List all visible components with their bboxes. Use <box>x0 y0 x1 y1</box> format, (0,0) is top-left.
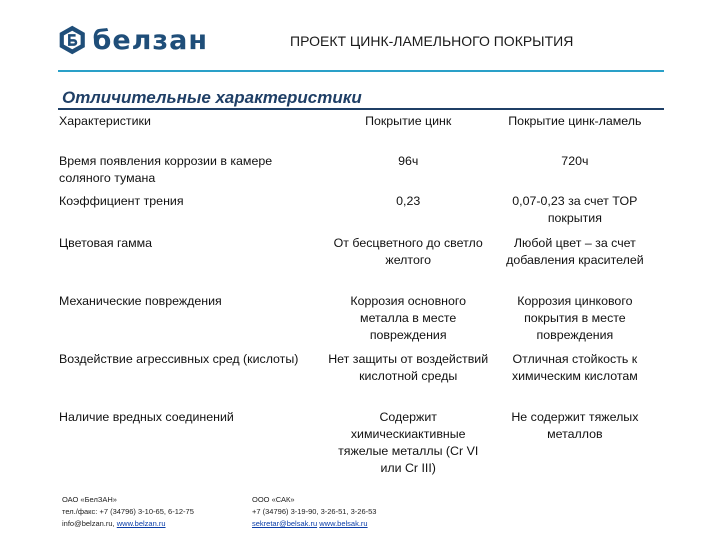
row-label: Наличие вредных соединений <box>59 410 234 424</box>
footer-email-link[interactable]: sekretar@belsak.ru <box>252 519 318 528</box>
footer-phone: тел./факс: +7 (34796) 3-10-65, 6-12-75 <box>62 507 194 516</box>
zinc-value: Содержит химическиактивные тяжелые металлы (Cr VI или Cr III) <box>338 410 479 475</box>
table-row <box>57 291 659 349</box>
zinc-value: 0,23 <box>396 194 421 208</box>
footer-email-line <box>62 518 194 530</box>
header-divider <box>58 70 664 72</box>
belzan-hexagon-icon <box>58 22 86 58</box>
footer-company: ООО «САК» <box>252 495 295 504</box>
table-row <box>57 407 659 487</box>
section-divider <box>58 108 664 110</box>
zinc-value: Коррозия основного металла в месте повреждения <box>350 294 467 342</box>
header-cell-zinc: Покрытие цинк <box>365 114 452 128</box>
zinc-flake-value: 0,07-0,23 за счет TOP покрытия <box>512 194 638 225</box>
section-title: Отличительные характеристики <box>62 88 362 107</box>
footer-site-link[interactable]: www.belsak.ru <box>319 519 368 528</box>
table-row <box>57 233 659 291</box>
table-row <box>57 151 659 191</box>
project-title: ПРОЕКТ ЦИНК-ЛАМЕЛЬНОГО ПОКРЫТИЯ <box>290 33 574 49</box>
table-row <box>57 191 659 233</box>
header-cell-characteristics: Характеристики <box>59 114 151 128</box>
footer-email-line <box>252 518 376 530</box>
header-cell-zinc-flake: Покрытие цинк-ламель <box>508 114 642 128</box>
table-row <box>57 349 659 407</box>
comparison-table <box>57 111 659 487</box>
zinc-flake-value: Не содержит тяжелых металлов <box>511 410 639 441</box>
zinc-flake-value: Отличная стойкость к химическим кислотам <box>511 352 638 383</box>
footer-email: info@belzan.ru, <box>62 519 115 528</box>
logo <box>58 22 208 58</box>
zinc-value: 96ч <box>398 154 419 168</box>
row-label: Цветовая гамма <box>59 236 153 250</box>
footer-contact-belzan <box>62 494 194 530</box>
zinc-flake-value: Любой цвет – за счет добавления красителей <box>506 236 644 267</box>
zinc-flake-value: 720ч <box>561 154 589 168</box>
row-label: Коэффициент трения <box>59 194 184 208</box>
footer-phone: +7 (34796) 3-19-90, 3-26-51, 3-26-53 <box>252 507 377 516</box>
footer-site-link[interactable]: www.belzan.ru <box>116 519 166 528</box>
table-header-row <box>57 111 659 151</box>
row-label: Время появления коррозии в камере соляного тумана <box>59 154 273 185</box>
zinc-flake-value: Коррозия цинкового покрытия в месте повреждения <box>517 294 633 342</box>
logo-wordmark: белзан <box>92 24 208 56</box>
footer-company: ОАО «БелЗАН» <box>62 495 117 504</box>
row-label: Механические повреждения <box>59 294 222 308</box>
zinc-value: Нет защиты от воздействий кислотной среды <box>328 352 489 383</box>
footer-contact-sak <box>252 494 376 530</box>
row-label: Воздействие агрессивных сред (кислоты) <box>59 352 299 366</box>
zinc-value: От бесцветного до светло желтого <box>333 236 483 267</box>
